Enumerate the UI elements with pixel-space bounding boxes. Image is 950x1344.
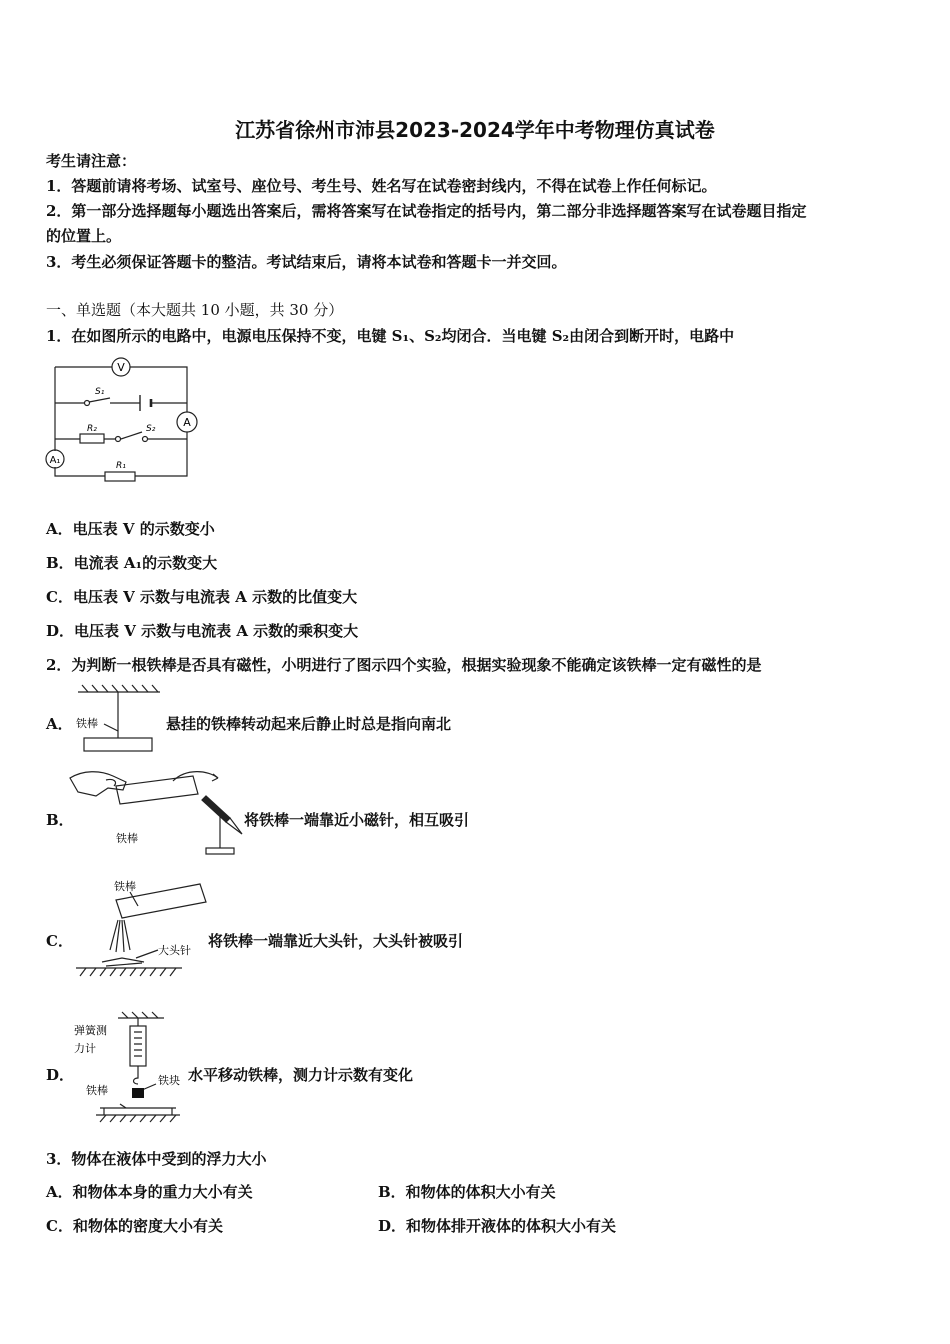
ammeter-label: A bbox=[183, 416, 191, 429]
q2-option-b-letter: B． bbox=[46, 811, 74, 829]
resistor-r1-label: R₁ bbox=[116, 461, 126, 471]
switch-s1 bbox=[89, 398, 110, 402]
figure-rod-attracting-pins bbox=[72, 872, 212, 982]
q2-option-d-text: 水平移动铁棒，测力计示数有变化 bbox=[188, 1066, 414, 1084]
notice-item: 1．答题前请将考场、试室号、座位号、考生号、姓名写在试卷密封线内，不得在试卷上作任何标记。 bbox=[46, 177, 717, 195]
switch-s2-label: S₂ bbox=[146, 424, 156, 434]
q2-option-a-text: 悬挂的铁棒转动起来后静止时总是指向南北 bbox=[166, 715, 452, 733]
q3-option-a: A．和物体本身的重力大小有关 bbox=[46, 1183, 253, 1201]
q2-option-c-letter: C． bbox=[46, 932, 73, 950]
question-3-stem: 3．物体在液体中受到的浮力大小 bbox=[46, 1150, 267, 1168]
question-2-stem: 2．为判断一根铁棒是否具有磁性，小明进行了图示四个实验，根据实验现象不能确定该铁棒一定有磁性的是 bbox=[46, 656, 762, 674]
q1-option-b: B．电流表 A₁的示数变大 bbox=[46, 554, 218, 572]
page-title: 江苏省徐州市沛县2023-2024学年中考物理仿真试卷 bbox=[235, 118, 715, 142]
question-1-stem: 1．在如图所示的电路中，电源电压保持不变，电键 S₁、S₂均闭合．当电键 S₂由闭合到断开时，电路中 bbox=[46, 327, 735, 345]
iron-block bbox=[132, 1088, 144, 1098]
q3-option-c: C．和物体的密度大小有关 bbox=[46, 1217, 223, 1235]
q2-option-d-letter: D． bbox=[46, 1066, 75, 1084]
rod-label: 铁棒 bbox=[114, 880, 136, 893]
pin-label: 大头针 bbox=[158, 944, 191, 957]
spring-scale-label: 弹簧测 bbox=[74, 1024, 107, 1037]
q1-option-c: C．电压表 V 示数与电流表 A 示数的比值变大 bbox=[46, 588, 358, 606]
q2-option-c-text: 将铁棒一端靠近大头针，大头针被吸引 bbox=[208, 932, 464, 950]
resistor-r2-label: R₂ bbox=[87, 424, 97, 434]
q1-option-a: A．电压表 V 的示数变小 bbox=[46, 520, 215, 538]
section-heading: 一、单选题（本大题共 10 小题，共 30 分） bbox=[46, 301, 344, 319]
circuit-diagram bbox=[40, 355, 210, 490]
q3-option-b: B．和物体的体积大小有关 bbox=[378, 1183, 556, 1201]
voltmeter-label: V bbox=[117, 361, 125, 374]
q2-option-b-text: 将铁棒一端靠近小磁针，相互吸引 bbox=[244, 811, 470, 829]
rod-label: 铁棒 bbox=[76, 717, 98, 730]
ammeter-a1-label: A₁ bbox=[49, 455, 61, 466]
q2-option-a-letter: A． bbox=[46, 715, 73, 733]
q3-option-d: D．和物体排开液体的体积大小有关 bbox=[378, 1217, 617, 1235]
rod-label: 铁棒 bbox=[116, 832, 138, 845]
notice-heading: 考生请注意： bbox=[46, 152, 137, 170]
spring-scale-label-2: 力计 bbox=[74, 1042, 96, 1055]
switch-s1-label: S₁ bbox=[95, 387, 105, 397]
rod-label: 铁棒 bbox=[86, 1084, 108, 1097]
figure-rod-near-compass bbox=[68, 768, 248, 863]
notice-item: 3．考生必须保证答题卡的整洁。考试结束后，请将本试卷和答题卡一并交回。 bbox=[46, 253, 567, 271]
figure-spring-scale bbox=[72, 1012, 192, 1127]
q1-option-d: D．电压表 V 示数与电流表 A 示数的乘积变大 bbox=[46, 622, 359, 640]
notice-item: 的位置上。 bbox=[46, 227, 122, 245]
figure-suspended-rod bbox=[74, 685, 169, 755]
iron-block-label: 铁块 bbox=[158, 1074, 180, 1087]
notice-item: 2．第一部分选择题每小题选出答案后，需将答案写在试卷指定的括号内，第二部分非选择题答案写在试卷题目指定 bbox=[46, 202, 807, 220]
